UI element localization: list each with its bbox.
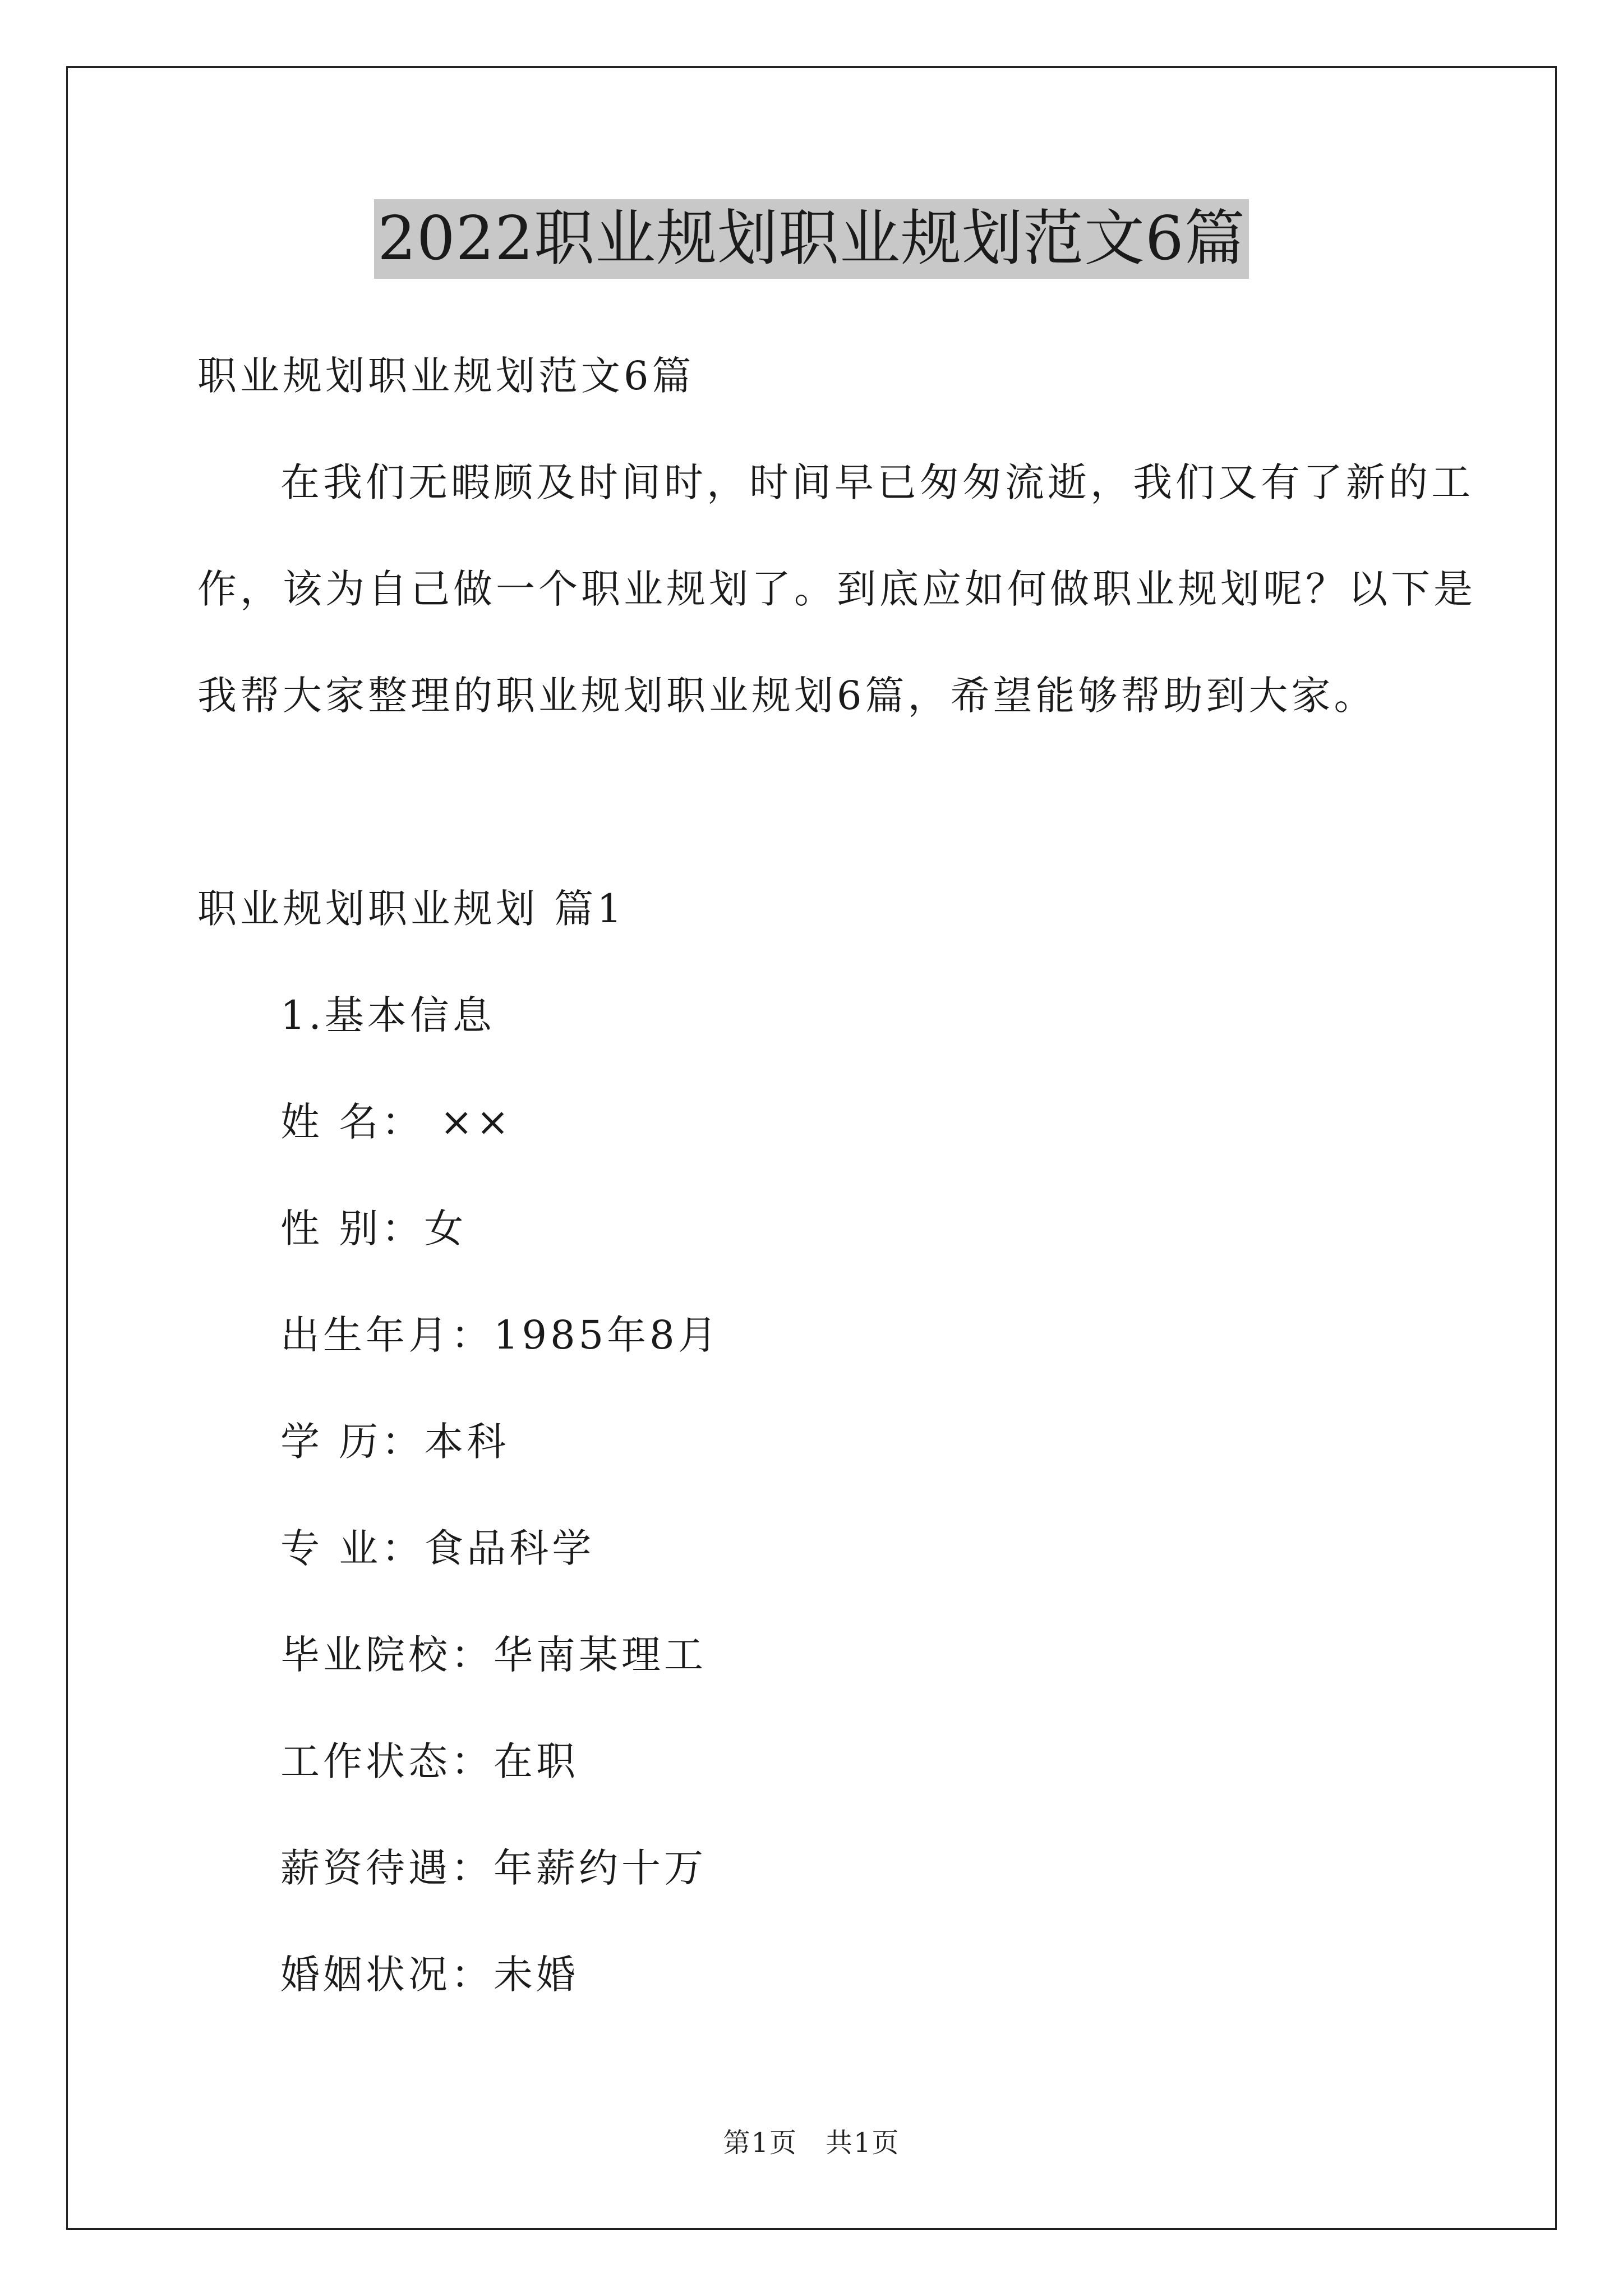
intro-line-1: 在我们无暇顾及时间时，时间早已匆匆流逝，我们又有了新的工 — [280, 459, 1474, 505]
info-item-birth: 出生年月：1985年8月 — [280, 1312, 721, 1358]
intro-line-2: 作，该为自己做一个职业规划了。到底应如何做职业规划呢？以下是 — [197, 566, 1476, 612]
info-item-gender: 性 别：女 — [280, 1205, 467, 1251]
page-number-total: 共1页 — [826, 2127, 900, 2159]
intro-line-3: 我帮大家整理的职业规划职业规划6篇，希望能够帮助到大家。 — [197, 673, 1377, 719]
page-footer — [0, 2126, 1623, 2160]
info-item-name: 姓 名： ×× — [280, 1099, 513, 1145]
page-number-current: 第1页 — [723, 2127, 797, 2159]
info-item-education: 学 历：本科 — [280, 1419, 510, 1465]
document-subtitle: 职业规划职业规划范文6篇 — [197, 353, 695, 399]
info-item-school: 毕业院校：华南某理工 — [280, 1632, 707, 1678]
info-item-work-status: 工作状态：在职 — [280, 1738, 579, 1784]
title-container — [0, 199, 1623, 279]
info-item-major: 专 业：食品科学 — [280, 1525, 595, 1571]
document-title: 2022职业规划职业规划范文6篇 — [374, 199, 1249, 279]
info-item-salary: 薪资待遇：年薪约十万 — [280, 1845, 707, 1891]
info-item-marital: 婚姻状况：未婚 — [280, 1952, 579, 1998]
info-item-basic: 1.基本信息 — [280, 992, 495, 1038]
section-heading: 职业规划职业规划 篇1 — [197, 886, 625, 932]
